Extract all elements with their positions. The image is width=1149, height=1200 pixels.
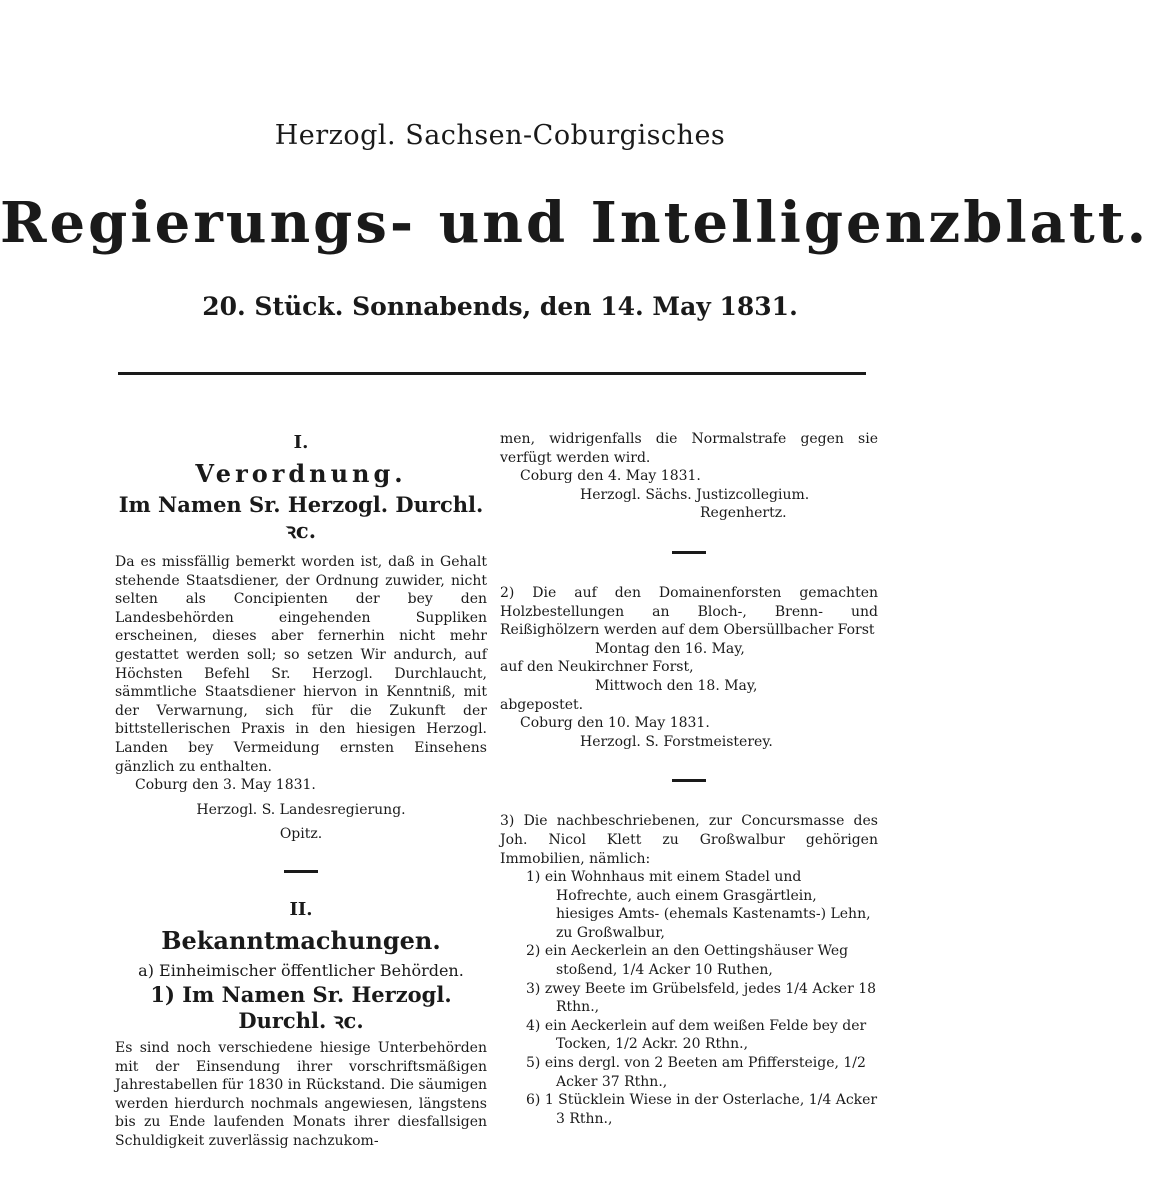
subsection-a-heading: a) Einheimischer öffentlicher Behörden. xyxy=(138,960,464,980)
decree-place-date: Coburg den 3. May 1831. xyxy=(135,777,316,794)
notice1-text: Es sind noch verschiedene hiesige Unterbehörden mit der Einsendung ihrer vorschriftsmäßigen Jahrestabellen für 1830 in Rückstand. Die säumigen werden hierdurch nochmals angewiesen, längstens bis zu Ende laufenden Monats ihrer diesfallsigen Schuldigkeit zuverlässig nachzukom- xyxy=(115,1039,487,1149)
notice2-text: 2) Die auf den Domainenforsten gemachten Holzbestellungen an Bloch-, Brenn- und Reißighölzern werden auf dem Obersüllbacher Forst xyxy=(500,584,878,639)
list-item: 1) ein Wohnhaus mit einem Stadel und Hofrechte, auch einem Grasgärtlein, hiesiges Amts- (ehemals Kastenamts-) Lehn, zu Großwalbur, xyxy=(526,869,871,941)
right-column xyxy=(500,420,878,1128)
decree-authority: Herzogl. S. Landesregierung. xyxy=(196,801,406,818)
decree-text: Da es missfällig bemerkt worden ist, daß in Gehalt stehende Staatsdiener, der Ordnung zuwider, nicht selten als Concipienten der bey den Landesbehörden eingehenden Suppliken erscheinen, dieses aber fernerhin nicht mehr gestattet werden soll; so setzen Wir andurch, auf Höchsten Befehl Sr. Herzogl. Durchlaucht, sämmtliche Staatsdiener hiervon in Kenntniß, mit der Verwarnung, sich für die Zukunft der bittstellerischen Praxis in den hiesigen Herzogl. Landen bey Vermeidung ernsten Einsehens gänzlich zu enthalten. xyxy=(115,554,487,775)
newspaper-title: Regierungs- und Intelligenzblatt. xyxy=(0,190,1149,256)
section-title-verordnung: Verordnung. xyxy=(195,459,407,488)
notice2-date-2: Mittwoch den 18. May, xyxy=(595,677,758,694)
publisher-line: Herzogl. Sachsen-Coburgisches xyxy=(274,120,726,151)
decree-signature: Opitz. xyxy=(279,826,323,843)
list-item: 2) ein Aeckerlein an den Oettingshäuser Weg stoßend, 1/4 Acker 10 Ruthen, xyxy=(526,943,849,979)
notice2-date-1: Montag den 16. May, xyxy=(595,640,745,657)
continued-authority: Herzogl. Sächs. Justizcollegium. xyxy=(580,486,810,503)
section-number-i: I. xyxy=(293,432,309,453)
notice2-forest-2: auf den Neukirchner Forst, xyxy=(500,659,694,676)
issue-line: 20. Stück. Sonnabends, den 14. May 1831. xyxy=(202,292,798,321)
list-item: 5) eins dergl. von 2 Beeten am Pfiffersteige, 1/2 Acker 37 Rthn., xyxy=(526,1055,866,1090)
continued-signature: Regenhertz. xyxy=(700,505,787,522)
notice2-authority: Herzogl. S. Forstmeisterey. xyxy=(580,733,773,750)
notice2-place-date: Coburg den 10. May 1831. xyxy=(520,715,710,732)
separator xyxy=(672,779,706,782)
list-item: 4) ein Aeckerlein auf dem weißen Felde bey der Tocken, 1/2 Ackr. 20 Rthn., xyxy=(526,1017,867,1053)
left-column xyxy=(115,420,487,1150)
continued-place-date: Coburg den 4. May 1831. xyxy=(520,468,701,485)
decree-heading: Im Namen Sr. Herzogl. Durchl. ꝛc. xyxy=(118,492,484,543)
list-item: 6) 1 Stücklein Wiese in der Osterlache, 1/4 Acker 3 Rthn., xyxy=(526,1092,878,1127)
continued-text: men, widrigenfalls die Normalstrafe gegen sie verfügt werden wird. xyxy=(500,431,878,466)
notice3-item-list xyxy=(500,868,878,1128)
list-item: 3) zwey Beete im Grübelsfeld, jedes 1/4 Acker 18 Rthn., xyxy=(526,980,877,1016)
notice2-tail: abgepostet. xyxy=(500,696,584,713)
separator xyxy=(284,870,318,873)
section-number-ii: II. xyxy=(289,898,313,920)
notice3-intro: 3) Die nachbeschriebenen, zur Concursmasse des Joh. Nicol Klett zu Großwalbur gehörigen Immobilien, nämlich: xyxy=(500,813,878,867)
notice1-heading: 1) Im Namen Sr. Herzogl. Durchl. ꝛc. xyxy=(150,981,452,1033)
header-rule xyxy=(118,372,866,375)
section-title-bekanntmachungen: Bekanntmachungen. xyxy=(161,925,441,955)
separator xyxy=(672,551,706,554)
